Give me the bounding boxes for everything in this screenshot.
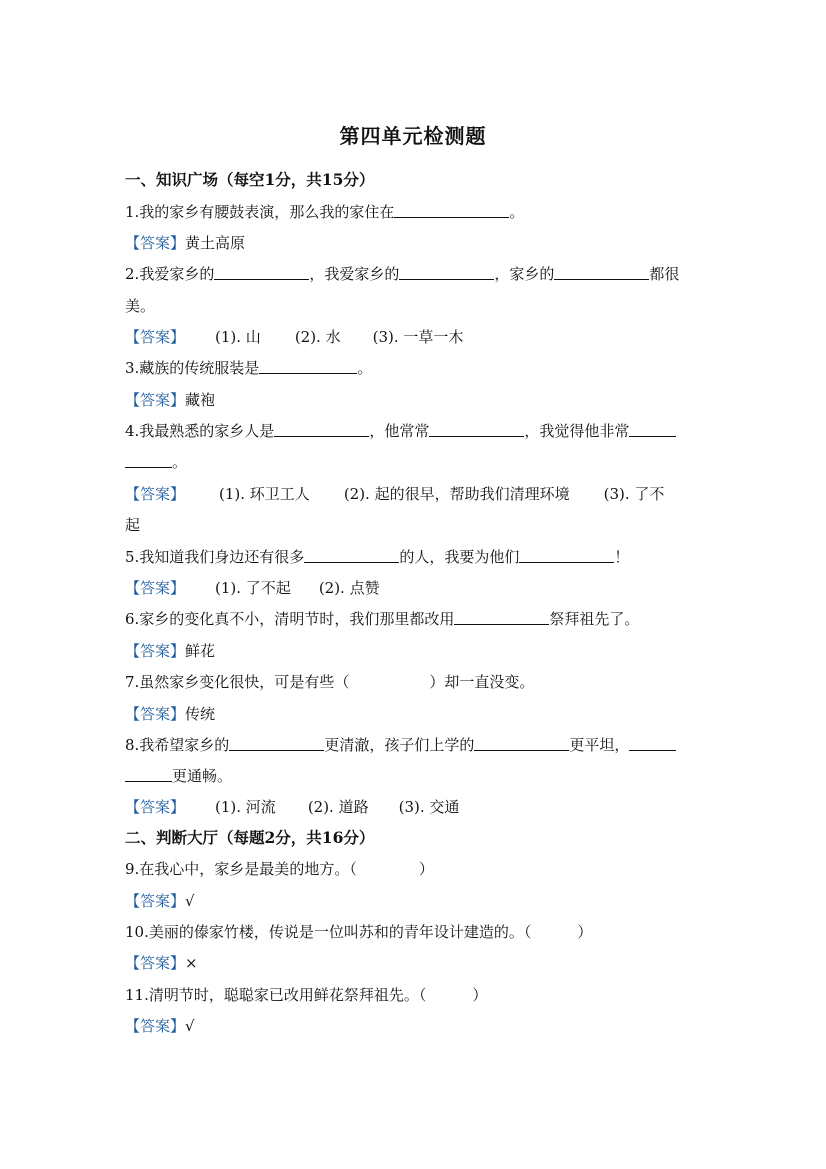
section-heading-knowledge: 一、知识广场（每空1分，共15分） [125,170,375,189]
question-5 [125,547,705,567]
answer-text: √ [185,1017,195,1035]
answer-blank [274,422,369,437]
question-text: 更清澈，孩子们上学的 [324,736,475,754]
answer-3 [125,390,705,410]
answer-11 [125,1016,705,1036]
answer-5 [125,578,705,598]
question-4 [125,421,705,441]
answer-text: (2). 点赞 [318,579,380,597]
answer-1 [125,233,705,253]
answer-blank [474,736,569,751]
answer-blank [125,767,172,782]
answer-blank [125,453,172,468]
question-text: 6.家乡的变化真不小，清明节时，我们那里都改用 [125,610,455,628]
answer-blank [554,265,649,280]
question-text: 11.清明节时，聪聪家已改用鲜花祭拜祖先。（ [125,986,427,1004]
question-text: 4.我最熟悉的家乡人是 [125,422,275,440]
question-11 [125,985,705,1005]
answer-blank [229,736,324,751]
question-8-wrap [125,766,705,786]
answer-text: (3). 交通 [398,798,460,816]
answer-blank [214,265,309,280]
question-4-wrap [125,452,705,472]
answer-text: (1). 了不起 [215,579,291,597]
answer-blank [519,548,614,563]
answer-text: (3). 一草一木 [372,328,464,346]
answer-label: 【答案】 [125,892,186,910]
answer-4-wrap: 起 [125,516,141,534]
answer-text: (1). 环卫工人 [219,485,310,503]
question-text: 3.藏族的传统服装是 [125,359,260,377]
question-text: ，我爱家乡的 [309,265,400,283]
answer-text: (1). 山 [215,328,261,346]
answer-text: 藏袍 [185,391,216,409]
answer-text: (2). 道路 [307,798,369,816]
answer-text: × [185,954,198,972]
answer-9 [125,891,705,911]
question-10 [125,922,705,942]
answer-text: (2). 起的很早，帮助我们清理环境 [343,485,570,503]
answer-label: 【答案】 [125,485,186,503]
question-2 [125,264,705,284]
question-text: 更通畅。 [172,767,233,785]
answer-text: √ [185,892,195,910]
answer-text: 黄土高原 [185,234,246,252]
answer-6 [125,641,705,661]
answer-label: 【答案】 [125,1017,186,1035]
question-6 [125,609,705,629]
answer-text: (2). 水 [294,328,341,346]
answer-label: 【答案】 [125,234,186,252]
question-text: 的人，我要为他们 [399,548,520,566]
answer-label: 【答案】 [125,642,186,660]
answer-4 [125,484,705,504]
answer-blank [629,422,676,437]
question-text: 都很 [649,265,680,283]
answer-label: 【答案】 [125,798,186,816]
answer-blank [429,422,524,437]
answer-blank [454,610,549,625]
question-3 [125,358,705,378]
question-text: ，家乡的 [494,265,555,283]
answer-text: (3). 了不 [603,485,665,503]
answer-label: 【答案】 [125,954,186,972]
question-text: ！ [614,548,630,566]
question-9 [125,859,705,879]
answer-text: (1). 河流 [215,798,276,816]
question-text: ）却一直没变。 [429,673,535,691]
page-title: 第四单元检测题 [339,124,487,148]
answer-blank [304,548,399,563]
question-text: 我爱家乡的 [139,265,215,283]
answer-label: 【答案】 [125,391,186,409]
question-text: 8.我希望家乡的 [125,736,230,754]
question-text: ） [472,986,488,1004]
question-7 [125,672,705,692]
answer-10 [125,953,705,973]
question-text: ） [577,923,593,941]
question-1 [125,202,705,222]
question-8 [125,735,705,755]
question-text: 。 [509,203,525,221]
question-text: ） [418,860,434,878]
answer-label: 【答案】 [125,579,186,597]
question-text: 10.美丽的傣家竹楼，传说是一位叫苏和的青年设计建造的。（ [125,923,532,941]
question-text: 1.我的家乡有腰鼓表演，那么我的家住在 [125,203,395,221]
section-heading-judgement: 二、判断大厅（每题2分，共16分） [125,828,375,847]
question-text: 。 [172,453,188,471]
question-text: ，他常常 [369,422,430,440]
answer-blank [399,265,494,280]
question-text: 7.虽然家乡变化很快，可是有些（ [125,673,350,691]
answer-label: 【答案】 [125,705,186,723]
answer-label: 【答案】 [125,328,186,346]
answer-blank [394,203,509,218]
question-text: ，我觉得他非常 [524,422,630,440]
question-text: 更平坦， [569,736,630,754]
question-number: 2. [125,265,140,283]
question-text: 。 [357,359,373,377]
question-text: 9.在我心中，家乡是最美的地方。（ [125,860,357,878]
answer-blank [629,736,676,751]
question-text: 祭拜祖先了。 [549,610,640,628]
question-text: 5.我知道我们身边还有很多 [125,548,305,566]
answer-text: 传统 [185,705,216,723]
question-2-wrap: 美。 [125,297,156,315]
answer-blank [259,359,357,374]
answer-8 [125,797,705,817]
answer-2 [125,327,705,347]
answer-7 [125,704,705,724]
answer-text: 鲜花 [185,642,216,660]
